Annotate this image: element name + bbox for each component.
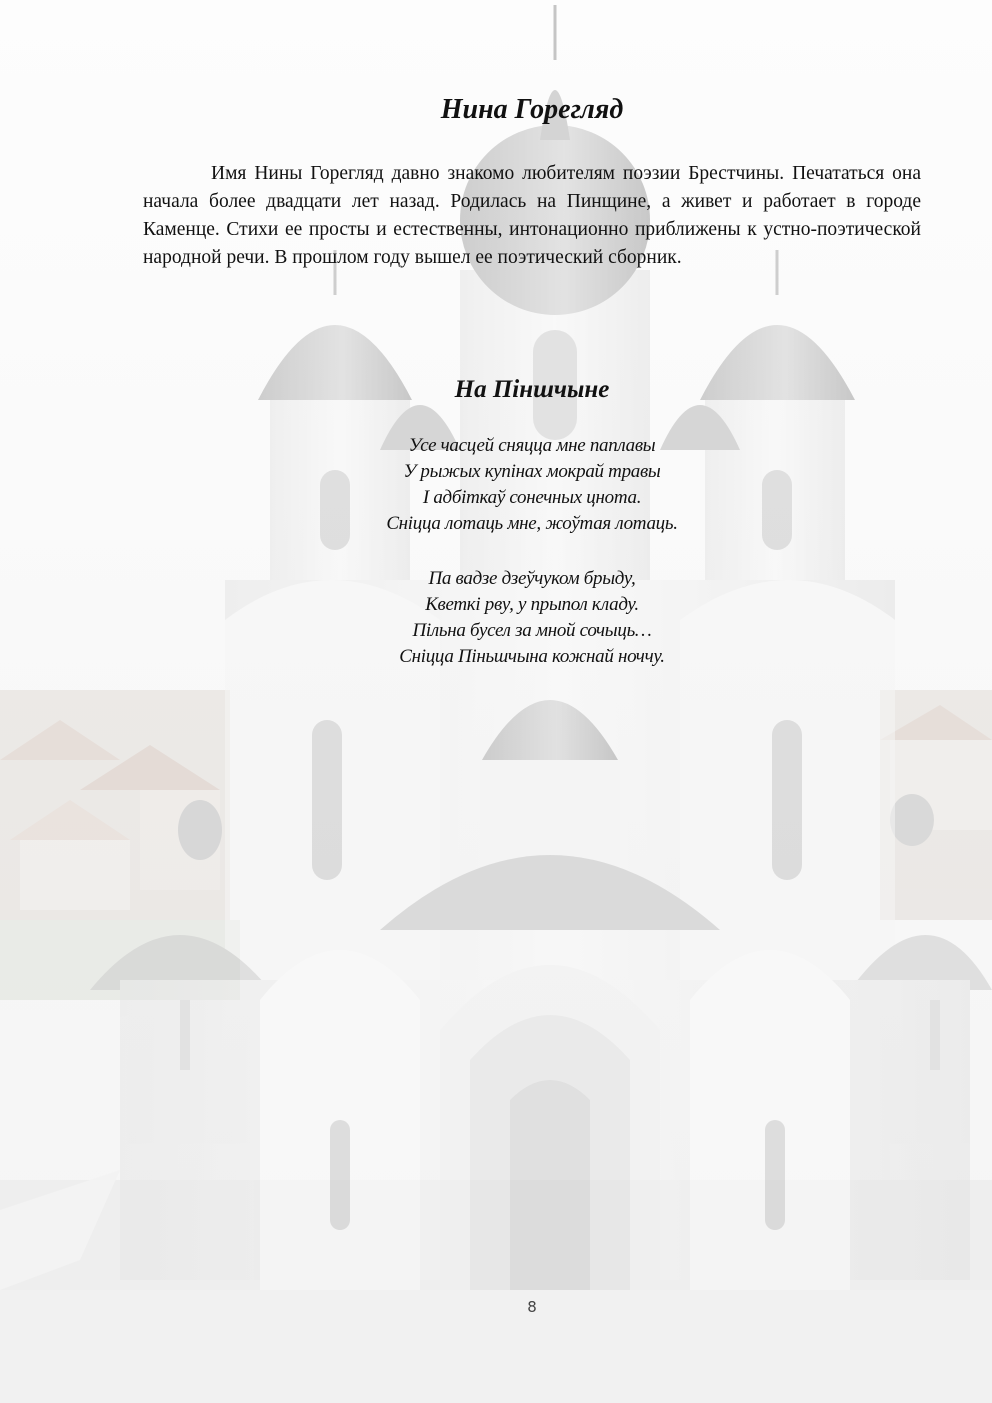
article-intro-paragraph: Имя Нины Горегляд давно знакомо любителям поэзии Брестчины. Печататься она начала более двадцати лет назад. Родилась на Пинщине, а живет и работает в городе Каменце. Стихи ее просты и естественны, интонационно приближены к устно-поэтической народной речи. В прошлом году вышел ее поэтический сборник.: [143, 163, 921, 268]
poem-title: На Піншчыне: [454, 376, 610, 403]
poem-line: Сніцца лотаць мне, жоўтая лотаць.: [386, 513, 678, 534]
poem-line: Кветкі рву, у прыпол кладу.: [425, 594, 639, 615]
poem-line: Усе часцей сняцца мне паплавы: [408, 435, 656, 456]
poem-stanza: [0, 433, 992, 537]
poem-line: Сніцца Піньшчына кожнай ноччу.: [399, 646, 665, 667]
poem-line: Пільна бусел за мной сочыць…: [412, 620, 652, 641]
poem-stanza: [0, 566, 992, 670]
page-number: 8: [527, 1298, 537, 1316]
article-title: Нина Горегляд: [440, 94, 624, 125]
poem-line: Па вадзе дзеўчуком брыду,: [428, 568, 636, 589]
town-right: [880, 690, 992, 920]
poem-line: І адбіткаў сонечных цнота.: [422, 487, 642, 508]
poem-line: У рыжых купінах мокрай травы: [403, 461, 661, 482]
